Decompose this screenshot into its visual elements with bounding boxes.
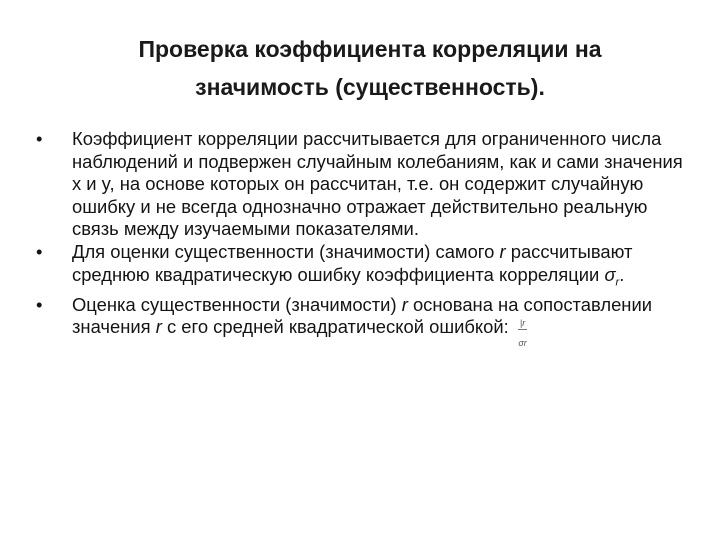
slide-title	[60, 30, 680, 106]
bullet-item-3	[36, 294, 686, 349]
slide-body	[36, 128, 686, 348]
formula-numerator: |r	[519, 318, 526, 329]
variable-r: r	[155, 316, 162, 338]
formula-sigma-sub: r	[523, 338, 527, 349]
bullet-2-end: .	[619, 263, 625, 285]
bullet-1-text: Коэффициент корреляции рассчитывается для ограниченного числа наблюдений и подвержен случайным колебаниям, как и сами значения x и y, на основе которых он рассчитан, т.е. он содержит случайную ошибку и не всегда однозначно отражает действительно реальную связь между изучаемыми показателями.	[72, 128, 683, 240]
sigma-subscript: r	[615, 276, 620, 289]
bullet-3-text-a: Оценка существенности (значимости)	[72, 293, 397, 315]
bullet-2-text-b: рассчитывают среднюю квадратическую ошибку коэффициента корреляции	[72, 240, 633, 285]
bullet-item-2	[36, 241, 686, 294]
bullet-3-text-b: основана на сопоставлении значения	[72, 293, 653, 338]
bullet-icon: •	[36, 293, 43, 315]
sigma-symbol: σ	[604, 263, 616, 285]
bullet-item-1	[36, 128, 686, 241]
variable-r: r	[401, 293, 408, 315]
title-line-1: Проверка коэффициента корреляции на	[138, 36, 602, 62]
formula-denominator	[518, 330, 527, 348]
bullet-icon: •	[36, 240, 43, 262]
bullet-2-text-a: Для оценки существенности (значимости) самого	[72, 240, 495, 262]
bullet-list	[36, 128, 686, 348]
title-line-2: значимость (существенность).	[195, 74, 545, 100]
bullet-icon: •	[36, 128, 43, 149]
formula-image	[518, 318, 527, 348]
bullet-3-text-c: с его средней квадратической ошибкой:	[166, 316, 509, 338]
formula-sigma: σ	[518, 338, 524, 349]
variable-r: r	[499, 240, 506, 262]
